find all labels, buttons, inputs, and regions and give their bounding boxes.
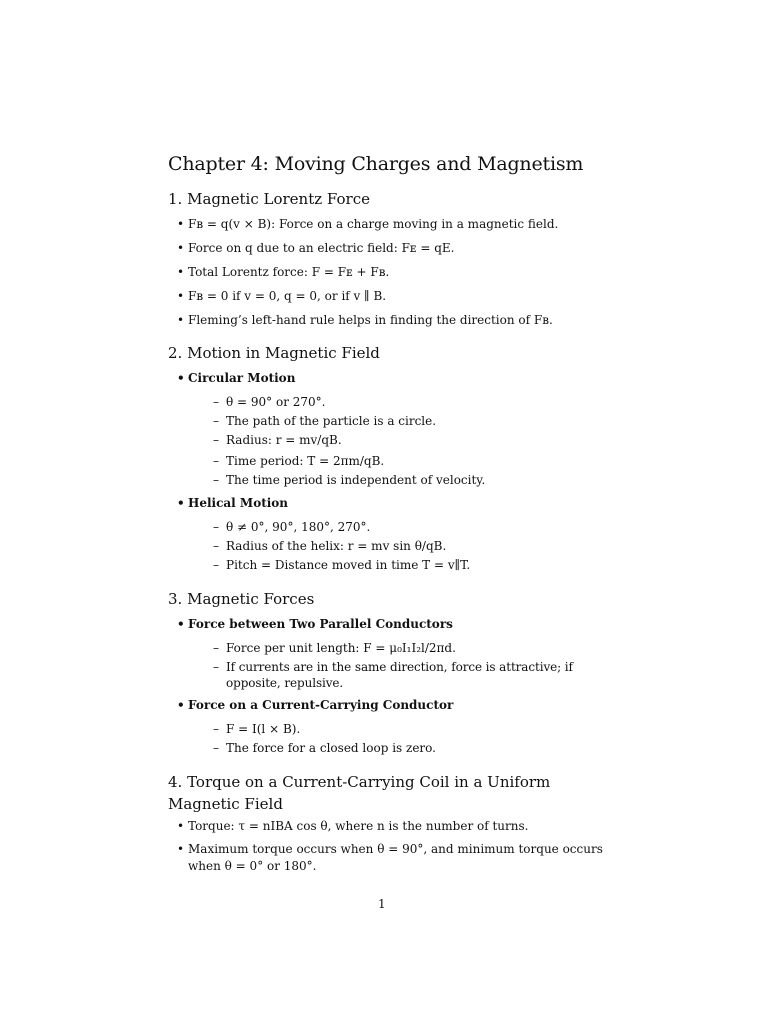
circular-item-2: – The path of the particle is a circle. — [226, 413, 608, 429]
current-conductor-heading: • Force on a Current-Carrying Conductor — [188, 697, 608, 714]
helical-item-2: – Radius of the helix: r = mv sin θ/qB. — [226, 538, 608, 554]
lorentz-item-2: • Force on q due to an electric field: Fᴇ = qE. — [188, 240, 608, 257]
circular-item-5: – The time period is independent of velocity. — [226, 472, 608, 488]
helical-item-3: – Pitch = Distance moved in time T = v∥T. — [226, 557, 608, 573]
section-4-heading: 4. Torque on a Current-Carrying Coil in a Uniform Magnetic Field — [168, 773, 551, 813]
section-2-heading: 2. Motion in Magnetic Field — [168, 344, 380, 362]
torque-item-1: • Torque: τ = nIBA cos θ, where n is the number of turns. — [188, 818, 608, 835]
page-number: 1 — [378, 897, 386, 911]
circular-item-4: – Time period: T = 2πm/qB. — [226, 453, 608, 469]
conductor-item-2: – The force for a closed loop is zero. — [226, 740, 608, 756]
torque-item-2: • Maximum torque occurs when θ = 90°, and minimum torque occurs when θ = 0° or 180°. — [188, 841, 608, 875]
parallel-item-2: – If currents are in the same direction, force is attractive; if opposite, repulsive. — [226, 659, 608, 691]
parallel-item-1: – Force per unit length: F = μ₀I₁I₂l/2πd. — [226, 640, 608, 656]
chapter-title: Chapter 4: Moving Charges and Magnetism — [168, 153, 584, 175]
parallel-conductors-heading: • Force between Two Parallel Conductors — [188, 616, 608, 633]
lorentz-item-1: • Fʙ = q(v × B): Force on a charge moving in a magnetic field. — [188, 216, 608, 233]
section-1-heading: 1. Magnetic Lorentz Force — [168, 190, 370, 208]
section-3-heading: 3. Magnetic Forces — [168, 590, 315, 608]
lorentz-item-5: • Fleming’s left-hand rule helps in finding the direction of Fʙ. — [188, 312, 608, 329]
lorentz-item-3: • Total Lorentz force: F = Fᴇ + Fʙ. — [188, 264, 608, 281]
helical-motion-heading: • Helical Motion — [188, 495, 608, 512]
circular-item-3: – Radius: r = mv/qB. — [226, 432, 608, 448]
circular-item-1: – θ = 90° or 270°. — [226, 394, 608, 410]
helical-item-1: – θ ≠ 0°, 90°, 180°, 270°. — [226, 519, 608, 535]
conductor-item-1: – F = I(l × B). — [226, 721, 608, 737]
circular-motion-heading: • Circular Motion — [188, 370, 608, 387]
lorentz-item-4: • Fʙ = 0 if v = 0, q = 0, or if v ∥ B. — [188, 288, 608, 305]
